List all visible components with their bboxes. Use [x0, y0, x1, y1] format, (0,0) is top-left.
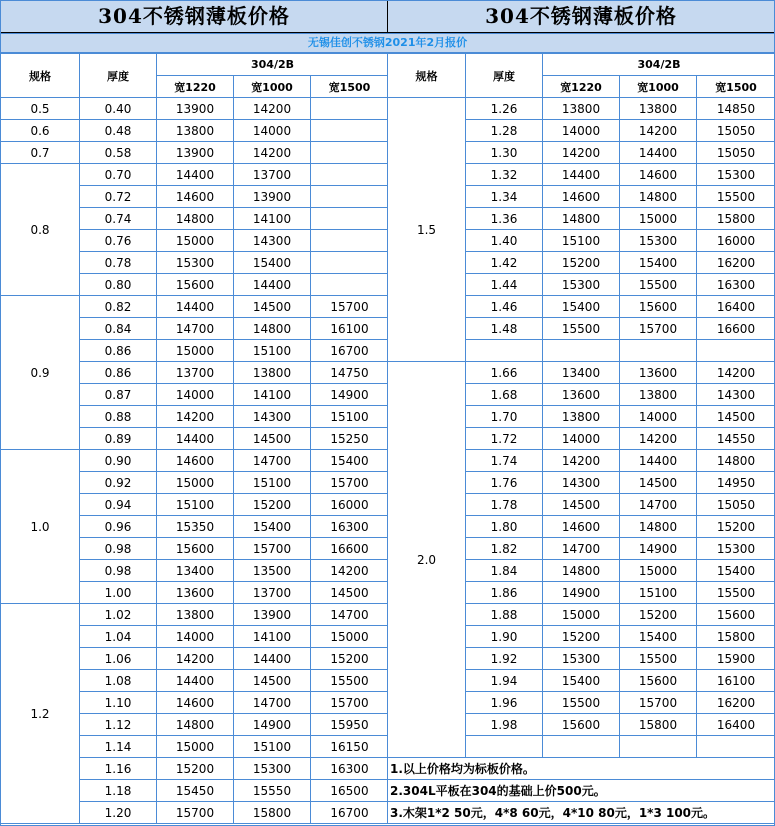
price-1500-cell: 15300 — [697, 538, 775, 560]
price-1000-cell: 14700 — [234, 450, 311, 472]
price-1500-cell: 15200 — [311, 648, 389, 670]
price-1220-cell: 15600 — [157, 274, 234, 296]
thickness-cell: 0.84 — [80, 318, 157, 340]
price-1500-cell: 14700 — [311, 604, 389, 626]
price-1220-cell: 14700 — [157, 318, 234, 340]
price-1500-cell: 15300 — [697, 164, 775, 186]
price-1500-cell: 15050 — [697, 494, 775, 516]
price-1500-cell: 15400 — [311, 450, 389, 472]
price-1500-cell: 14500 — [311, 582, 389, 604]
thickness-header: 厚度 — [80, 54, 157, 98]
spec-cell: 0.7 — [1, 142, 80, 164]
price-1220-cell: 14800 — [157, 714, 234, 736]
price-1220-cell: 14800 — [543, 560, 620, 582]
price-1500-cell — [311, 230, 389, 252]
price-1000-cell: 14400 — [620, 142, 697, 164]
price-1220-cell: 14200 — [543, 142, 620, 164]
thickness-cell: 1.06 — [80, 648, 157, 670]
price-1000-cell: 15000 — [620, 560, 697, 582]
spec-cell: 0.5 — [1, 98, 80, 120]
price-1500-cell: 15700 — [311, 296, 389, 318]
spec-header: 规格 — [1, 54, 80, 98]
price-1220-cell: 15200 — [543, 626, 620, 648]
thickness-cell: 0.40 — [80, 98, 157, 120]
thickness-cell: 1.90 — [466, 626, 543, 648]
price-1000-cell: 13700 — [234, 582, 311, 604]
price-1000-cell: 13800 — [234, 362, 311, 384]
price-1000-cell: 15100 — [234, 340, 311, 362]
price-1220-cell: 15400 — [543, 296, 620, 318]
price-1000-cell: 14700 — [234, 692, 311, 714]
thickness-cell: 0.70 — [80, 164, 157, 186]
price-1220-cell: 15500 — [543, 318, 620, 340]
price-1220-cell: 13800 — [157, 604, 234, 626]
price-1500-cell — [311, 98, 389, 120]
price-1220-cell: 15350 — [157, 516, 234, 538]
thickness-cell: 0.86 — [80, 362, 157, 384]
price-1000-cell: 14400 — [234, 648, 311, 670]
price-1500-cell: 15950 — [311, 714, 389, 736]
price-1220-cell: 15600 — [543, 714, 620, 736]
price-1220-cell: 15600 — [157, 538, 234, 560]
price-1500-cell: 15500 — [311, 670, 389, 692]
price-1000-cell: 15800 — [620, 714, 697, 736]
price-1000-cell: 14200 — [620, 428, 697, 450]
price-1500-cell: 14750 — [311, 362, 389, 384]
price-1000-cell: 14200 — [620, 120, 697, 142]
price-1000-cell: 15200 — [234, 494, 311, 516]
thickness-cell: 1.48 — [466, 318, 543, 340]
price-1000-cell: 14400 — [620, 450, 697, 472]
width-1220-header: 宽1220 — [543, 76, 620, 98]
price-1500-cell: 14200 — [697, 362, 775, 384]
price-1000-cell: 15700 — [234, 538, 311, 560]
spec-cell: 1.2 — [1, 604, 80, 824]
price-1500-cell: 15900 — [697, 648, 775, 670]
left-price-table — [0, 53, 389, 824]
thickness-cell: 1.26 — [466, 98, 543, 120]
thickness-cell: 0.86 — [80, 340, 157, 362]
price-1500-cell: 14300 — [697, 384, 775, 406]
thickness-cell — [466, 736, 543, 758]
spec-cell: 0.9 — [1, 296, 80, 450]
thickness-cell: 0.94 — [80, 494, 157, 516]
price-1220-cell: 15200 — [157, 758, 234, 780]
note-text: 3.木架1*2 50元，4*8 60元，4*10 80元，1*3 100元。 — [388, 802, 775, 824]
table-row — [388, 98, 775, 120]
price-1000-cell: 15400 — [620, 252, 697, 274]
price-1000-cell: 15400 — [234, 516, 311, 538]
price-1220-cell: 15100 — [157, 494, 234, 516]
price-1000-cell: 14100 — [234, 626, 311, 648]
price-1500-cell: 16700 — [311, 340, 389, 362]
thickness-cell: 1.88 — [466, 604, 543, 626]
price-1220-cell: 14400 — [157, 164, 234, 186]
note-text: 2.304L平板在304的基础上价500元。 — [388, 780, 775, 802]
table-row — [1, 296, 389, 318]
thickness-cell: 1.16 — [80, 758, 157, 780]
table-row — [1, 604, 389, 626]
price-1500-cell: 14850 — [697, 98, 775, 120]
thickness-cell: 0.78 — [80, 252, 157, 274]
thickness-cell: 1.28 — [466, 120, 543, 142]
price-1000-cell: 14500 — [234, 428, 311, 450]
price-1500-cell: 15800 — [697, 626, 775, 648]
price-1000-cell: 14300 — [234, 406, 311, 428]
thickness-cell: 0.48 — [80, 120, 157, 142]
price-1000-cell: 13700 — [234, 164, 311, 186]
price-1500-cell: 14800 — [697, 450, 775, 472]
price-1500-cell: 15400 — [697, 560, 775, 582]
thickness-cell: 1.76 — [466, 472, 543, 494]
price-1500-cell: 15100 — [311, 406, 389, 428]
price-1500-cell: 15700 — [311, 692, 389, 714]
thickness-cell: 1.82 — [466, 538, 543, 560]
price-1500-cell: 14900 — [311, 384, 389, 406]
price-1500-cell: 15000 — [311, 626, 389, 648]
price-1220-cell — [543, 340, 620, 362]
price-1000-cell: 14800 — [620, 186, 697, 208]
table-row — [1, 142, 389, 164]
price-1500-cell: 14550 — [697, 428, 775, 450]
thickness-cell: 0.72 — [80, 186, 157, 208]
thickness-cell: 0.76 — [80, 230, 157, 252]
price-1500-cell: 14950 — [697, 472, 775, 494]
price-1000-cell: 15100 — [234, 472, 311, 494]
price-1500-cell — [311, 186, 389, 208]
price-1220-cell: 15200 — [543, 252, 620, 274]
thickness-cell: 1.00 — [80, 582, 157, 604]
price-1220-cell: 15500 — [543, 692, 620, 714]
price-1500-cell — [311, 164, 389, 186]
thickness-cell: 1.02 — [80, 604, 157, 626]
price-1000-cell: 14600 — [620, 164, 697, 186]
price-1220-cell: 14000 — [157, 626, 234, 648]
price-1000-cell: 14400 — [234, 274, 311, 296]
price-1500-cell: 15700 — [311, 472, 389, 494]
spec-header: 规格 — [388, 54, 466, 98]
thickness-cell: 1.92 — [466, 648, 543, 670]
page-title-left: 304不锈钢薄板价格 — [0, 0, 388, 33]
table-row — [1, 450, 389, 472]
thickness-cell: 0.88 — [80, 406, 157, 428]
thickness-cell: 1.86 — [466, 582, 543, 604]
spec-cell: 2.0 — [388, 362, 466, 758]
price-1000-cell: 14300 — [234, 230, 311, 252]
price-1220-cell: 14600 — [543, 186, 620, 208]
thickness-cell: 0.92 — [80, 472, 157, 494]
price-1000-cell — [620, 340, 697, 362]
thickness-cell: 1.14 — [80, 736, 157, 758]
width-1500-header: 宽1500 — [697, 76, 775, 98]
price-1000-cell: 15700 — [620, 318, 697, 340]
thickness-cell: 1.32 — [466, 164, 543, 186]
price-1220-cell: 14500 — [543, 494, 620, 516]
price-1500-cell: 15600 — [697, 604, 775, 626]
thickness-cell: 1.08 — [80, 670, 157, 692]
thickness-cell: 0.58 — [80, 142, 157, 164]
page-title-right: 304不锈钢薄板价格 — [387, 0, 775, 33]
price-1220-cell: 13400 — [543, 362, 620, 384]
thickness-cell: 1.12 — [80, 714, 157, 736]
price-1220-cell: 15400 — [543, 670, 620, 692]
note-row — [388, 758, 775, 780]
price-1500-cell: 16300 — [697, 274, 775, 296]
price-1220-cell: 13900 — [157, 142, 234, 164]
price-1220-cell: 14800 — [543, 208, 620, 230]
spec-cell: 0.8 — [1, 164, 80, 296]
price-1000-cell: 15300 — [620, 230, 697, 252]
thickness-cell: 1.36 — [466, 208, 543, 230]
price-1220-cell: 14600 — [157, 450, 234, 472]
price-1500-cell: 16400 — [697, 296, 775, 318]
price-1000-cell: 14800 — [234, 318, 311, 340]
price-1000-cell: 13800 — [620, 384, 697, 406]
price-1000-cell: 13900 — [234, 604, 311, 626]
price-1220-cell: 14000 — [543, 428, 620, 450]
price-1500-cell — [311, 142, 389, 164]
thickness-cell: 1.68 — [466, 384, 543, 406]
thickness-header: 厚度 — [466, 54, 543, 98]
price-1000-cell: 15500 — [620, 274, 697, 296]
price-1000-cell: 14200 — [234, 98, 311, 120]
price-1500-cell: 16700 — [311, 802, 389, 824]
price-1220-cell: 15450 — [157, 780, 234, 802]
price-1220-cell: 14200 — [157, 648, 234, 670]
price-1220-cell: 13800 — [543, 98, 620, 120]
table-row — [1, 98, 389, 120]
price-1220-cell: 14700 — [543, 538, 620, 560]
thickness-cell: 0.82 — [80, 296, 157, 318]
price-1220-cell: 13700 — [157, 362, 234, 384]
spec-cell: 1.5 — [388, 98, 466, 362]
price-1220-cell: 14300 — [543, 472, 620, 494]
price-1220-cell: 13600 — [543, 384, 620, 406]
price-1220-cell: 15000 — [157, 736, 234, 758]
price-1220-cell: 13800 — [543, 406, 620, 428]
price-1500-cell: 16100 — [311, 318, 389, 340]
price-1500-cell: 16000 — [697, 230, 775, 252]
table-row — [388, 362, 775, 384]
price-1000-cell: 15800 — [234, 802, 311, 824]
right-price-table — [387, 53, 775, 824]
table-row — [1, 164, 389, 186]
price-1000-cell: 13500 — [234, 560, 311, 582]
price-1220-cell: 15300 — [543, 274, 620, 296]
price-1500-cell — [697, 340, 775, 362]
price-1000-cell: 14900 — [620, 538, 697, 560]
thickness-cell: 0.87 — [80, 384, 157, 406]
price-1000-cell: 15500 — [620, 648, 697, 670]
thickness-cell: 0.98 — [80, 538, 157, 560]
width-1000-header: 宽1000 — [620, 76, 697, 98]
price-1500-cell: 16400 — [697, 714, 775, 736]
price-1220-cell: 13800 — [157, 120, 234, 142]
thickness-cell: 0.80 — [80, 274, 157, 296]
thickness-cell: 1.94 — [466, 670, 543, 692]
width-1220-header: 宽1220 — [157, 76, 234, 98]
price-1000-cell — [620, 736, 697, 758]
price-1220-cell: 13400 — [157, 560, 234, 582]
price-1000-cell: 14800 — [620, 516, 697, 538]
price-1000-cell: 15200 — [620, 604, 697, 626]
price-1000-cell: 14000 — [620, 406, 697, 428]
price-1220-cell: 14400 — [157, 428, 234, 450]
price-1000-cell: 15700 — [620, 692, 697, 714]
price-1220-cell: 15300 — [157, 252, 234, 274]
price-1220-cell: 15100 — [543, 230, 620, 252]
price-1500-cell: 15050 — [697, 142, 775, 164]
thickness-cell: 0.74 — [80, 208, 157, 230]
price-1500-cell — [311, 120, 389, 142]
price-1220-cell: 15000 — [157, 472, 234, 494]
price-1220-cell: 15300 — [543, 648, 620, 670]
note-row — [388, 802, 775, 824]
thickness-cell: 1.34 — [466, 186, 543, 208]
price-1500-cell: 16150 — [311, 736, 389, 758]
price-1220-cell: 14600 — [157, 186, 234, 208]
price-1220-cell: 14800 — [157, 208, 234, 230]
price-1220-cell: 14600 — [543, 516, 620, 538]
price-1000-cell: 14500 — [234, 670, 311, 692]
thickness-cell: 1.44 — [466, 274, 543, 296]
thickness-cell: 1.46 — [466, 296, 543, 318]
price-1500-cell — [311, 252, 389, 274]
price-1500-cell: 14500 — [697, 406, 775, 428]
thickness-cell: 1.74 — [466, 450, 543, 472]
price-1000-cell: 14500 — [234, 296, 311, 318]
price-1000-cell: 15600 — [620, 670, 697, 692]
thickness-cell: 1.20 — [80, 802, 157, 824]
price-1500-cell: 16600 — [697, 318, 775, 340]
price-1500-cell: 16500 — [311, 780, 389, 802]
price-1220-cell: 15000 — [157, 230, 234, 252]
price-1220-cell: 14200 — [543, 450, 620, 472]
thickness-cell: 1.78 — [466, 494, 543, 516]
price-1000-cell: 13900 — [234, 186, 311, 208]
price-1220-cell: 13900 — [157, 98, 234, 120]
price-1500-cell: 16000 — [311, 494, 389, 516]
price-1220-cell: 15000 — [157, 340, 234, 362]
price-1220-cell: 14400 — [543, 164, 620, 186]
thickness-cell: 1.66 — [466, 362, 543, 384]
price-1000-cell: 15400 — [620, 626, 697, 648]
price-1500-cell: 16100 — [697, 670, 775, 692]
thickness-cell: 0.96 — [80, 516, 157, 538]
price-1500-cell: 16200 — [697, 252, 775, 274]
price-1500-cell: 15250 — [311, 428, 389, 450]
width-1500-header: 宽1500 — [311, 76, 389, 98]
thickness-cell: 0.89 — [80, 428, 157, 450]
price-1500-cell: 15500 — [697, 186, 775, 208]
price-1220-cell: 14200 — [157, 406, 234, 428]
thickness-cell: 0.98 — [80, 560, 157, 582]
price-1000-cell: 14100 — [234, 208, 311, 230]
thickness-cell — [466, 340, 543, 362]
price-1000-cell: 14900 — [234, 714, 311, 736]
price-1000-cell: 15400 — [234, 252, 311, 274]
price-1000-cell: 15550 — [234, 780, 311, 802]
price-1220-cell: 14400 — [157, 670, 234, 692]
price-1000-cell: 14700 — [620, 494, 697, 516]
price-1220-cell: 14400 — [157, 296, 234, 318]
grade-header: 304/2B — [543, 54, 775, 76]
thickness-cell: 1.84 — [466, 560, 543, 582]
price-1220-cell: 14000 — [157, 384, 234, 406]
thickness-cell: 1.80 — [466, 516, 543, 538]
price-1500-cell: 15800 — [697, 208, 775, 230]
price-1500-cell: 16600 — [311, 538, 389, 560]
thickness-cell: 1.98 — [466, 714, 543, 736]
spec-cell: 0.6 — [1, 120, 80, 142]
thickness-cell: 1.42 — [466, 252, 543, 274]
price-1220-cell: 15700 — [157, 802, 234, 824]
price-1500-cell: 16200 — [697, 692, 775, 714]
thickness-cell: 1.70 — [466, 406, 543, 428]
thickness-cell: 1.96 — [466, 692, 543, 714]
price-1220-cell: 14600 — [157, 692, 234, 714]
thickness-cell: 1.30 — [466, 142, 543, 164]
price-1500-cell: 15200 — [697, 516, 775, 538]
price-1500-cell: 16300 — [311, 516, 389, 538]
price-1220-cell: 15000 — [543, 604, 620, 626]
thickness-cell: 0.90 — [80, 450, 157, 472]
price-1500-cell: 14200 — [311, 560, 389, 582]
note-text: 1.以上价格均为标板价格。 — [388, 758, 775, 780]
price-1500-cell: 16300 — [311, 758, 389, 780]
thickness-cell: 1.10 — [80, 692, 157, 714]
price-1220-cell: 13600 — [157, 582, 234, 604]
grade-header: 304/2B — [157, 54, 389, 76]
table-row — [1, 120, 389, 142]
thickness-cell: 1.18 — [80, 780, 157, 802]
thickness-cell: 1.04 — [80, 626, 157, 648]
price-1000-cell: 14100 — [234, 384, 311, 406]
thickness-cell: 1.72 — [466, 428, 543, 450]
quote-subtitle: 无锡佳创不锈钢2021年2月报价 — [0, 33, 775, 53]
width-1000-header: 宽1000 — [234, 76, 311, 98]
price-1500-cell: 15500 — [697, 582, 775, 604]
price-1220-cell: 14900 — [543, 582, 620, 604]
price-1000-cell: 15000 — [620, 208, 697, 230]
price-1500-cell — [311, 274, 389, 296]
price-1500-cell — [311, 208, 389, 230]
price-1000-cell: 15100 — [620, 582, 697, 604]
price-1000-cell: 15300 — [234, 758, 311, 780]
price-1500-cell — [697, 736, 775, 758]
price-1000-cell: 13600 — [620, 362, 697, 384]
price-1000-cell: 14500 — [620, 472, 697, 494]
spec-cell: 1.0 — [1, 450, 80, 604]
thickness-cell: 1.40 — [466, 230, 543, 252]
price-1000-cell: 14000 — [234, 120, 311, 142]
price-1220-cell — [543, 736, 620, 758]
price-1500-cell: 15050 — [697, 120, 775, 142]
price-1000-cell: 15600 — [620, 296, 697, 318]
price-1000-cell: 13800 — [620, 98, 697, 120]
note-row — [388, 780, 775, 802]
price-1000-cell: 15100 — [234, 736, 311, 758]
price-1220-cell: 14000 — [543, 120, 620, 142]
price-1000-cell: 14200 — [234, 142, 311, 164]
